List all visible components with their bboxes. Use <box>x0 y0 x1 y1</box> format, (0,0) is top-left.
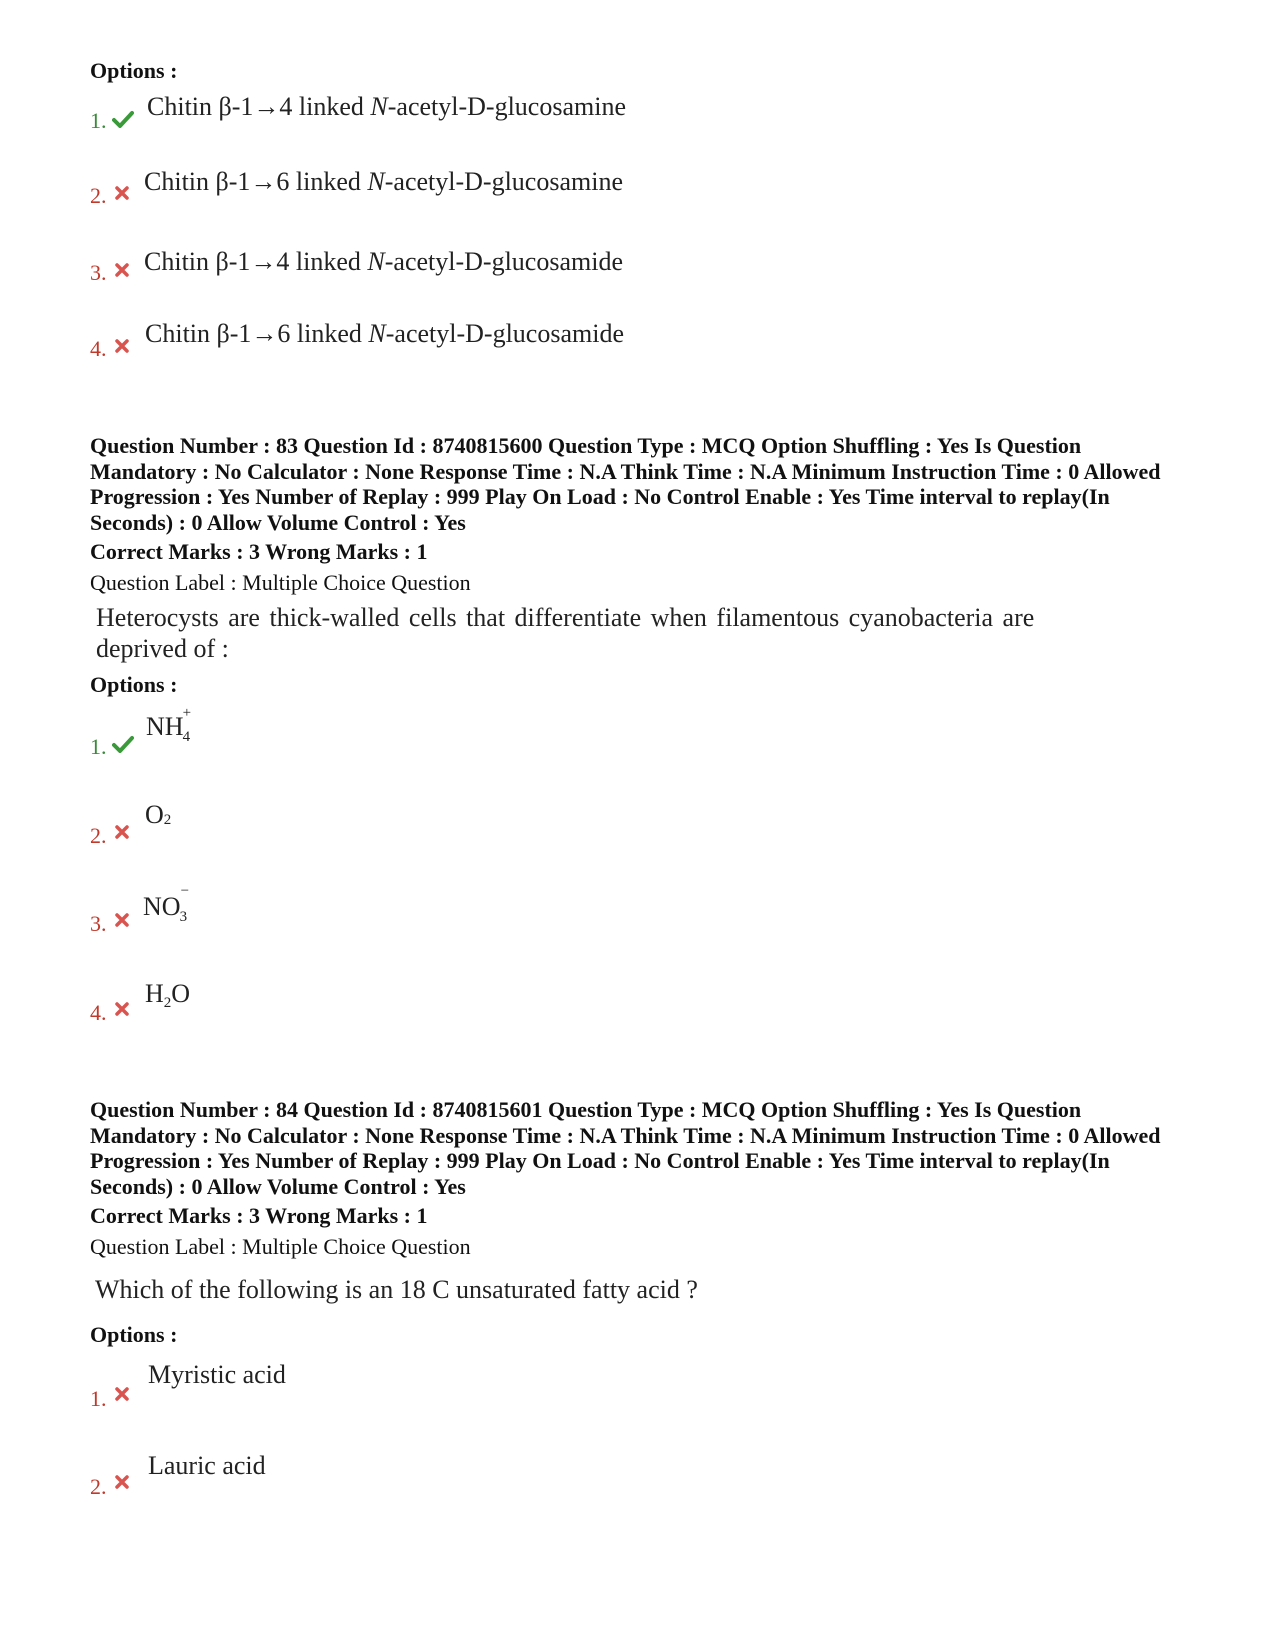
option-number: 1. <box>90 108 107 133</box>
cross-icon <box>115 186 129 200</box>
question-text: Heterocysts are thick-walled cells that differentiate when filamentous cyanobacteria are <box>96 603 1035 632</box>
cross-icon <box>115 1475 129 1489</box>
option-text: Chitin β-1→6 linked N-acetyl-D-glucosamide <box>145 319 624 348</box>
option-text: O 2 <box>145 800 172 829</box>
check-icon <box>112 735 134 753</box>
cross-icon <box>115 263 129 277</box>
option-number: 1. <box>90 734 107 759</box>
option-text: NO 3 − <box>143 883 190 925</box>
question-label: Question Label : Multiple Choice Question <box>90 570 471 595</box>
options-label: Options : <box>90 58 178 83</box>
option-number: 1. <box>90 1386 107 1411</box>
option-text: $H_2O$ <box>145 979 191 1011</box>
cross-icon <box>115 339 129 353</box>
option-text: Myristic acid <box>148 1360 286 1389</box>
question-text: deprived of : <box>96 634 229 663</box>
question-label: Question Label : Multiple Choice Question <box>90 1234 471 1259</box>
cross-icon <box>115 1387 129 1401</box>
question-marks: Correct Marks : 3 Wrong Marks : 1 <box>90 1203 428 1228</box>
question-meta: Question Number : 84 Question Id : 8740815601 Question Type : MCQ Option Shuffling : Yes Is Question Mandatory : No Calculator : None Response Time : N.A Think Time : N.A Minimum Instruction Time : 0 Allowed Progression : Yes Number of Replay : 999 Play On Load : No Control Enable : Yes Time interval to replay(In Seconds) : 0 Allow Volume Control : Yes <box>90 1097 1161 1199</box>
options-label: Options : <box>90 672 178 697</box>
option-number: 2. <box>90 183 107 208</box>
option-number: 4. <box>90 1000 107 1025</box>
options-label: Options : <box>90 1322 178 1347</box>
cross-icon <box>115 825 129 839</box>
check-icon <box>112 110 134 128</box>
option-number: 3. <box>90 260 107 285</box>
question-text: Which of the following is an 18 C unsaturated fatty acid ? <box>95 1275 698 1304</box>
option-text: Chitin β-1→4 linked N-acetyl-D-glucosamide <box>144 247 623 276</box>
option-number: 4. <box>90 336 107 361</box>
option-text: Chitin β-1→4 linked N-acetyl-D-glucosamine <box>147 92 626 121</box>
option-number: 3. <box>90 911 107 936</box>
question-marks: Correct Marks : 3 Wrong Marks : 1 <box>90 539 428 564</box>
cross-icon <box>115 913 129 927</box>
option-number: 2. <box>90 823 107 848</box>
question-meta: Question Number : 83 Question Id : 8740815600 Question Type : MCQ Option Shuffling : Yes Is Question Mandatory : No Calculator : None Response Time : N.A Think Time : N.A Minimum Instruction Time : 0 Allowed Progression : Yes Number of Replay : 999 Play On Load : No Control Enable : Yes Time interval to replay(In Seconds) : 0 Allow Volume Control : Yes <box>90 433 1161 535</box>
option-text: NH 4 + <box>146 705 192 745</box>
cross-icon <box>115 1002 129 1016</box>
option-text: Lauric acid <box>148 1451 266 1480</box>
option-number: 2. <box>90 1474 107 1499</box>
option-text: Chitin β-1→6 linked N-acetyl-D-glucosamine <box>144 167 623 196</box>
